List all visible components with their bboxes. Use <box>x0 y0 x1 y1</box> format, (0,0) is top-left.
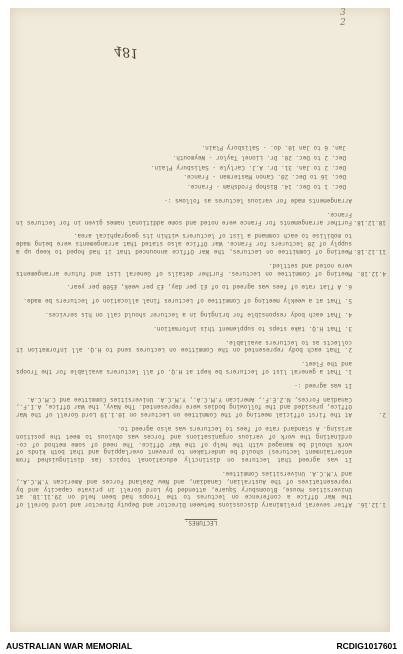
entry-date <box>352 196 386 204</box>
entry-date <box>352 310 386 318</box>
footer-record-id: RCDIG1017601 <box>336 641 397 651</box>
entry-row <box>16 196 386 204</box>
entry-row <box>16 359 386 375</box>
entry-date: 11.12.18. <box>353 248 386 256</box>
entry-date <box>352 338 386 354</box>
archive-footer <box>0 638 403 654</box>
entry-date: 2. <box>378 411 386 419</box>
entry-date <box>352 381 386 389</box>
entry-row <box>16 210 386 226</box>
entry-row <box>16 381 386 389</box>
entry-date <box>352 283 386 291</box>
entry-row <box>16 296 386 304</box>
pencil-note-top: 3 <box>340 8 346 18</box>
mirrored-typed-text <box>16 56 386 526</box>
entry-row <box>16 338 386 354</box>
entry-row <box>16 283 386 291</box>
entry-date <box>352 424 386 463</box>
schedule-line: Dec. 16 to Dec. 20. Canon Masterman - France. <box>183 173 346 181</box>
entry-date: 1.12.16. <box>357 501 386 509</box>
entry-row <box>16 261 386 277</box>
entry-text: 6. A flat rate of fees was agreed to of £1 per day, £3 per week, £500 per year. <box>66 283 352 291</box>
entry-text: 1. That a general list of lecturers be kept at H.Q. of all lecturers available for the Troops and the Fleet. <box>16 360 352 376</box>
entry-row <box>16 310 386 318</box>
page-reference-number: 481 <box>113 42 140 61</box>
entry-text: It was agreed :- <box>294 381 352 389</box>
entry-text: Meeting of Committee on Lectures. Further details of General List and future arrangements were noted and settled. <box>16 261 352 277</box>
footer-institution: AUSTRALIAN WAR MEMORIAL <box>6 641 133 651</box>
schedule-line: Dec. 1 to Dec. 14. Bishop Frodsham - France. <box>187 183 346 191</box>
entry-date: 18.12.18. <box>353 218 386 226</box>
entry-row <box>16 324 386 332</box>
entry-text: Further arrangements for France were noted and some additional names given in for lectures in France. <box>16 210 352 226</box>
entry-text: 3. That H.Q. take steps to supplement this information. <box>153 324 352 332</box>
pencil-annotations <box>340 8 346 28</box>
entry-text: 4. That each body responsible for bringing in a lecturer should call on his services. <box>44 311 352 319</box>
entry-text: After several preliminary discussions between Director and Deputy Director and Lord Gorell of the War Office a conference on lectures to the Troops had been held on 29.11.18. at Universities House, Bloomsbury Square, attended by Lord Gorell in private capacity and by representatives of the Australian, Canadian, and New Zealand Forces and American Y.M.C.A., and Y.M.C.A. Universities Committee. <box>16 470 352 509</box>
entry-date: 4.12.18. <box>357 269 386 277</box>
entry-text: Arrangements made for various lectures as follows :- <box>164 197 352 205</box>
document-heading: LECTURES. <box>184 519 218 526</box>
pencil-note-bottom: 2 <box>340 18 346 28</box>
entry-row <box>16 469 386 508</box>
schedule-line: Dec. 2 to Dec. 20. Dr. Lionel Taylor - Weymouth. <box>172 153 346 161</box>
lecture-schedule <box>16 143 386 190</box>
entry-row <box>16 232 386 255</box>
entry-text: 2. That each body represented on the Committee on Lectures send to H.Q. all information it collects as to lecturers available. <box>16 338 352 354</box>
entry-row <box>16 424 386 463</box>
entry-text: Meeting of Committee on Lectures, the War Office announced that it had hoped to keep up a supply of 20 lecturers for France. War Office also stated that arrangements were being made to mobilise to each command a list of lecturers within its geographical area. <box>16 232 352 256</box>
entry-date <box>352 359 386 375</box>
entry-text: It was agreed that lectures on distinctly educational topics (as distinguished from entertainment lectures) should be undertaken to prevent overlapping and that both kinds of work should be managed with the help of the War Office. The need of some method of co-ordinating the work of various organisations and forces was obvious to meet the position arising. A standard rate of fees to lecturers was also agreed to. <box>16 425 352 464</box>
entry-date <box>352 324 386 332</box>
schedule-line: Jan. 6 to Jan 10. do. - Salisbury Plain. <box>201 144 346 152</box>
entry-date <box>352 296 386 304</box>
schedule-line: Dec. 2 to Jan. 31. Dr. A.J. Carlyle - Salisbury Plain. <box>150 163 346 171</box>
entry-row <box>16 395 386 418</box>
entry-text: 5. That at a weekly meeting of Committee of Lectures final allocation of lecturers be made. <box>23 297 352 305</box>
entry-text: At the first official meeting of the Committee on Lectures on 10.1.19 Lord Gorell of the War Office, presided and the following bodies were represented. The Navy, the War Office, A.I.F., Canadian Forces, N.Z.E.F., American Y.M.C.A., Y.M.C.A. Universities Committee and C.M.C.A. <box>16 395 352 419</box>
entry-list <box>16 196 386 508</box>
